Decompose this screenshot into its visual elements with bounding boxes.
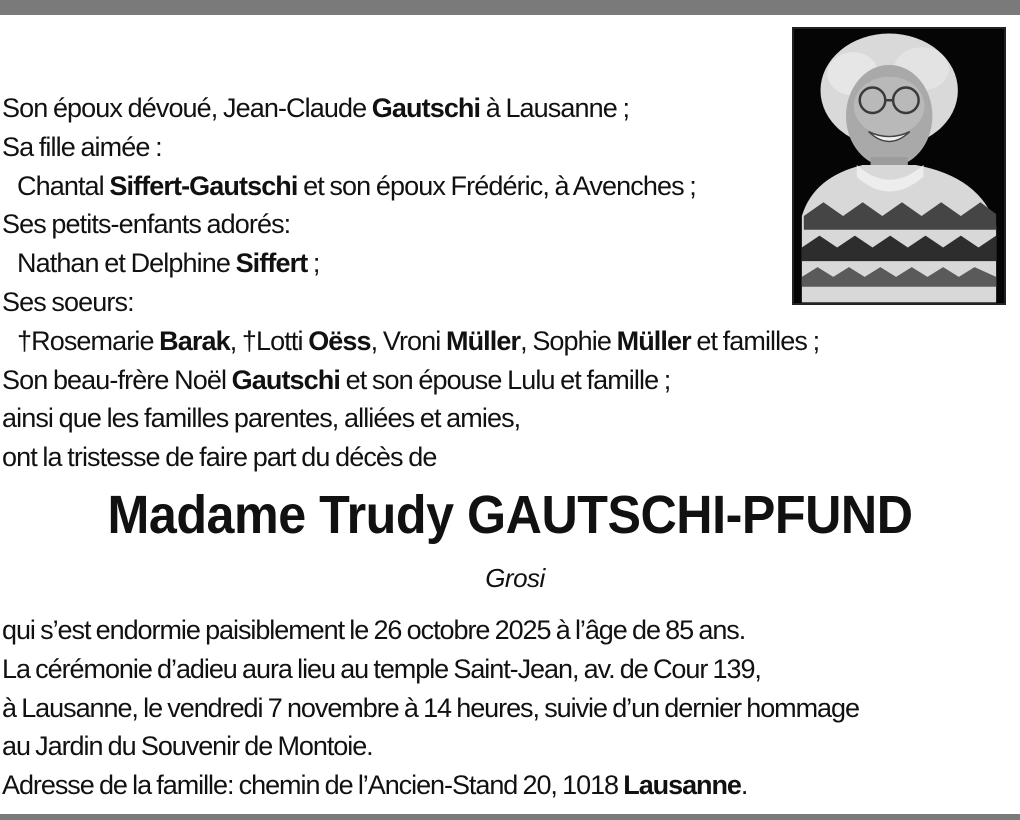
- text-line: [2, 167, 1018, 206]
- text-segment: Ses petits-enfants adorés:: [2, 209, 291, 240]
- text-segment: Nathan et Delphine: [17, 248, 236, 279]
- text-segment: à Lausanne, le vendredi 7 novembre à 14 heures, suivie d’un dernier hommage: [2, 692, 859, 723]
- text-segment: Chantal: [17, 170, 110, 201]
- text-segment: ainsi que les familles parentes, alliées et amies,: [2, 403, 521, 434]
- text-segment: , Sophie: [520, 325, 617, 356]
- text-line: [2, 766, 1020, 805]
- nickname: Grosi: [485, 563, 545, 593]
- text-line: [2, 89, 1018, 128]
- text-segment: La cérémonie d’adieu aura lieu au temple Saint-Jean, av. de Cour 139,: [2, 653, 761, 684]
- family-announcement: [2, 89, 1018, 477]
- text-segment: Adresse de la famille: chemin de l’Ancien-Stand 20, 1018: [2, 770, 624, 801]
- text-line: [2, 611, 1020, 650]
- text-segment: Ses soeurs:: [2, 286, 134, 317]
- surname: Müller: [616, 325, 691, 356]
- text-line: [2, 283, 1018, 322]
- ceremony-details: [2, 611, 1020, 805]
- text-segment: , Vroni: [370, 325, 446, 356]
- deceased-name: Madame Trudy GAUTSCHI-PFUND: [107, 485, 913, 545]
- text-line: [2, 438, 1018, 477]
- text-segment: qui s’est endormie paisiblement le 26 octobre 2025 à l’âge de 85 ans.: [2, 615, 746, 645]
- surname: Gautschi: [231, 364, 340, 395]
- bottom-rule: [0, 814, 1020, 820]
- text-segment: †Rosemarie: [17, 325, 160, 356]
- surname: Gautschi: [371, 93, 481, 123]
- text-line: [2, 244, 1018, 283]
- text-segment: ont la tristesse de faire part du décès de: [2, 442, 437, 473]
- text-segment: .: [740, 770, 748, 801]
- text-segment: Son époux dévoué, Jean-Claude: [2, 93, 372, 123]
- surname: Siffert: [235, 248, 308, 279]
- text-line: [2, 650, 1020, 689]
- text-segment: , †Lotti: [229, 325, 309, 356]
- text-line: [2, 727, 1020, 766]
- surname: Barak: [159, 325, 230, 356]
- text-segment: et familles ;: [690, 325, 820, 356]
- text-line: [2, 689, 1020, 728]
- text-segment: Sa fille aimée :: [2, 131, 162, 162]
- surname: Müller: [446, 325, 521, 356]
- text-segment: ;: [307, 248, 320, 279]
- text-line: [2, 399, 1018, 438]
- text-segment: Son beau-frère Noël: [2, 364, 232, 395]
- text-line: [2, 361, 1018, 400]
- top-rule: [0, 0, 1020, 15]
- surname: Oëss: [308, 325, 371, 356]
- surname: Lausanne: [623, 770, 741, 801]
- text-line: [2, 322, 1018, 361]
- text-segment: au Jardin du Souvenir de Montoie.: [2, 731, 373, 762]
- text-line: [2, 128, 1018, 167]
- text-segment: à Lausanne ;: [480, 93, 630, 123]
- text-line: [2, 205, 1018, 244]
- text-segment: et son époux Frédéric, à Avenches ;: [297, 170, 696, 201]
- surname: Siffert-Gautschi: [109, 170, 298, 201]
- text-segment: et son épouse Lulu et famille ;: [339, 364, 671, 395]
